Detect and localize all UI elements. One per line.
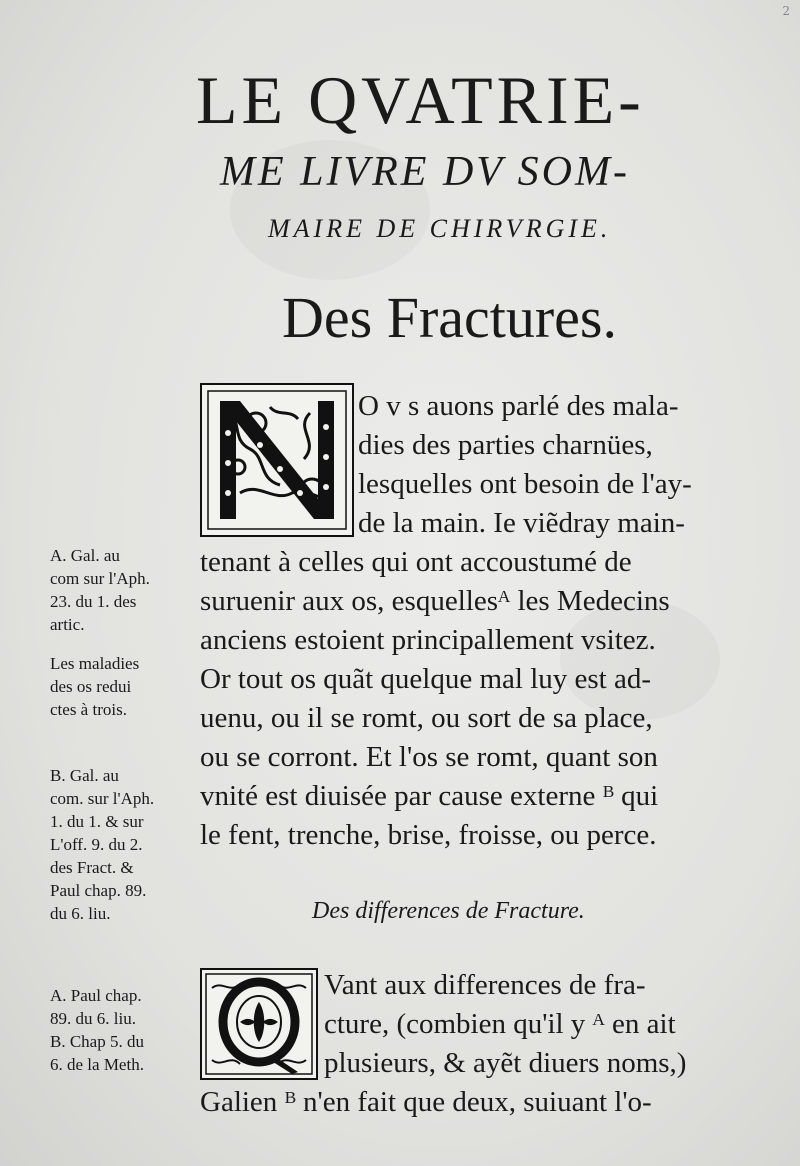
text-line: le fent, trenche, brise, froisse, ou perce. bbox=[200, 819, 657, 851]
text-line: O v s auons parlé des mala- bbox=[358, 390, 679, 422]
margin-line: des Fract. & bbox=[50, 858, 134, 877]
chapter-title-line-2: ME LIVRE DV SOM- bbox=[220, 149, 630, 195]
margin-line: A. Gal. au bbox=[50, 546, 120, 565]
margin-note-a bbox=[50, 544, 195, 636]
margin-line: ctes à trois. bbox=[50, 700, 127, 719]
text-line: Galien ᴮ n'en fait que deux, suiuant l'o- bbox=[200, 1086, 652, 1118]
margin-line: 89. du 6. liu. bbox=[50, 1009, 136, 1028]
margin-line: A. Paul chap. bbox=[50, 986, 142, 1005]
margin-note-summary bbox=[50, 652, 195, 721]
margin-line: 1. du 1. & sur bbox=[50, 812, 144, 831]
margin-line: artic. bbox=[50, 615, 85, 634]
text-line: lesquelles ont besoin de l'ay- bbox=[358, 468, 692, 500]
margin-line: 23. du 1. des bbox=[50, 592, 137, 611]
text-line: plusieurs, & ayẽt diuers noms,) bbox=[324, 1047, 687, 1079]
chapter-title-line-3: MAIRE DE CHIRVRGIE. bbox=[268, 214, 612, 243]
text-line: uenu, ou il se romt, ou sort de sa place, bbox=[200, 702, 653, 734]
margin-line: L'off. 9. du 2. bbox=[50, 835, 143, 854]
margin-line: Les maladies bbox=[50, 654, 140, 673]
section-title: Des Fractures. bbox=[282, 285, 618, 350]
page-number: 2 bbox=[782, 4, 790, 18]
margin-line: B. Chap 5. du bbox=[50, 1032, 144, 1051]
margin-line: du 6. liu. bbox=[50, 904, 111, 923]
margin-line: des os redui bbox=[50, 677, 132, 696]
margin-note-b bbox=[50, 764, 195, 925]
text-line: dies des parties charnües, bbox=[358, 429, 653, 461]
text-line: Or tout os quãt quelque mal luy est ad- bbox=[200, 663, 652, 695]
text-line: tenant à celles qui ont accoustumé de bbox=[200, 546, 632, 578]
margin-note-c bbox=[50, 984, 195, 1076]
margin-line: com. sur l'Aph. bbox=[50, 789, 155, 808]
text-line: Vant aux differences de fra- bbox=[324, 969, 646, 1001]
margin-line: 6. de la Meth. bbox=[50, 1055, 144, 1074]
chapter-title-line-1: LE QVATRIE- bbox=[196, 62, 645, 138]
text-line: vnité est diuisée par cause externe ᴮ qui bbox=[200, 780, 659, 812]
margin-line: B. Gal. au bbox=[50, 766, 119, 785]
margin-line: com sur l'Aph. bbox=[50, 569, 150, 588]
text-line: suruenir aux os, esquellesᴬ les Medecins bbox=[200, 585, 670, 617]
paragraph-2 bbox=[200, 966, 760, 1122]
text-line: ou se corront. Et l'os se romt, quant son bbox=[200, 741, 658, 773]
margin-line: Paul chap. 89. bbox=[50, 881, 147, 900]
subsection-heading: Des differences de Fracture. bbox=[312, 898, 585, 924]
text-line: cture, (combien qu'il y ᴬ en ait bbox=[324, 1008, 676, 1040]
paragraph-1 bbox=[200, 387, 760, 855]
text-line: de la main. Ie viẽdray main- bbox=[358, 507, 685, 539]
text-line: anciens estoient principallement vsitez. bbox=[200, 624, 656, 656]
